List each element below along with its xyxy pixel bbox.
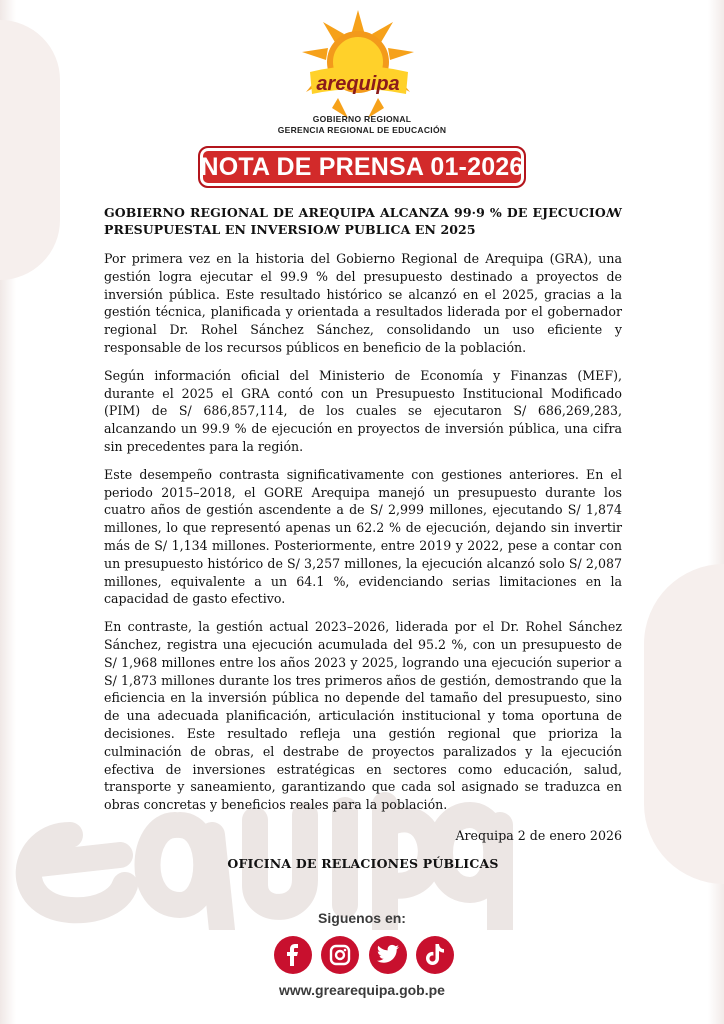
article-body	[104, 204, 622, 824]
gov-line-education: GERENCIA REGIONAL DE EDUCACIÓN	[277, 125, 447, 135]
paragraph: Por primera vez en la historia del Gobierno Regional de Arequipa (GRA), una gestión logra ejecutar el 99.9 % del presupuesto destinado a proyectos de inversión pública. Este resultado histórico se alcanzó en el 2025, gracias a la gestión técnica, planificada y orientada a resultados liderada por el gobernador regional Dr. Rohel Sánchez Sánchez, consolidando un uso eficiente y responsable de los recursos públicos en beneficio de la población.	[104, 251, 622, 355]
bottom-right-decoration	[644, 564, 724, 884]
follow-label: Siguenos en:	[318, 910, 406, 926]
paragraph: En contraste, la gestión actual 2023–2026, liderada por el Dr. Rohel Sánchez Sánchez, registra una ejecución acumulada del 95.2 %, con un presupuesto de S/ 1,968 millones entre los años 2023 y 2025, logrando una ejecución superior a S/ 1,873 millones durante los tres primeros años de gestión, demostrando que la eficiencia en la inversión pública no depende del tamaño del presupuesto, sino de una adecuada planificación, articulación institucional y toma oportuna de decisiones. Este resultado refleja una gestión regional que prioriza la culminación de obras, el destrabe de proyectos paralizados y la ejecución efectiva de inversiones estratégicas en sectores como educación, salud, transporte y saneamiento, garantizando que cada sol asignado se traduzca en obras concretas y beneficios reales para la población.	[104, 619, 622, 813]
office-signature: OFICINA DE RELACIONES PÚBLICAS	[227, 856, 499, 871]
social-links	[274, 936, 454, 976]
paragraph: Según información oficial del Ministerio de Economía y Finanzas (MEF), durante el 2025 el GRA contó con un Presupuesto Institucional Modificado (PIM) de S/ 686,857,114, de los cuales se ejecutaron S/ 686,269,283, alcanzando un 99.9 % de ejecución en proyectos de inversión pública, una cifra sin precedentes para la región.	[104, 367, 622, 454]
government-heading	[0, 114, 724, 136]
website-link[interactable]: www.grearequipa.gob.pe	[279, 982, 445, 998]
press-title-banner	[198, 146, 526, 188]
instagram-icon[interactable]	[321, 936, 359, 974]
logo-text: arequipa	[316, 73, 400, 95]
tiktok-icon[interactable]	[416, 936, 454, 974]
article-headline: GOBIERNO REGIONAL DE AREQUIPA ALCANZA 99·9 % DE EJECUCIOꟿ PRESUPUESTAL EN INVERSIOꟿ PUBLICA EN 2025	[104, 205, 622, 237]
dateline: Arequipa 2 de enero 2026	[455, 828, 622, 843]
twitter-icon[interactable]	[369, 936, 407, 974]
gov-line-regional: GOBIERNO REGIONAL	[312, 114, 412, 124]
paragraph: Este desempeño contrasta significativamente con gestiones anteriores. En el periodo 2015–2018, el GORE Arequipa manejó un presupuesto durante los cuatro años de gestión ascendente a de S/ 2,999 millones, ejecutando S/ 1,874 millones, lo que representó apenas un 62.2 % de ejecución, dejando sin invertir más de S/ 1,134 millones. Posteriormente, entre 2019 y 2022, pese a contar con un presupuesto histórico de S/ 3,257 millones, la ejecución alcanzó solo S/ 2,087 millones, equivalente a un 64.1 %, evidenciando serias limitaciones en la capacidad de gasto efectivo.	[104, 466, 622, 607]
top-left-decoration	[0, 20, 60, 280]
arequipa-sun-logo	[298, 10, 418, 120]
press-title: NOTA DE PRENSA 01-2026	[200, 152, 524, 181]
facebook-icon[interactable]	[274, 936, 312, 974]
